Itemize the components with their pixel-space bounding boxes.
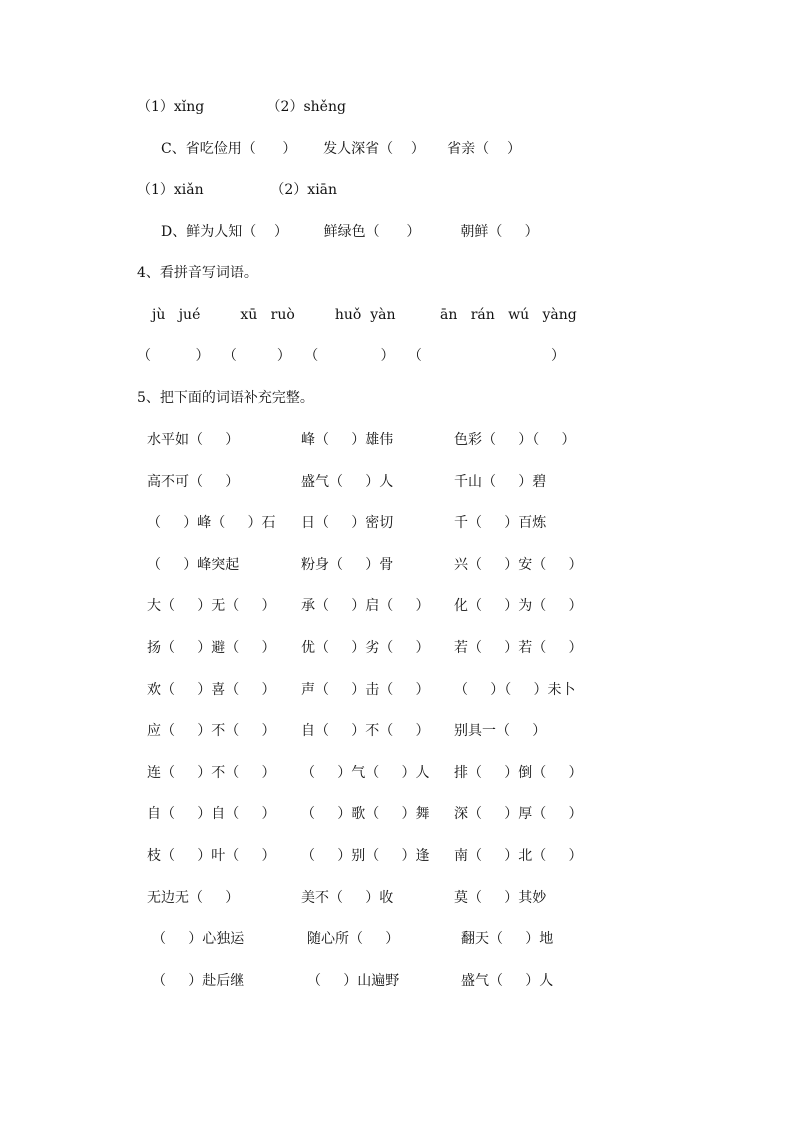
pinyin-xing-sheng: （1）xǐng （2）shěng [137,99,346,115]
grid-cell: 扬（ ）避（ ） [147,640,276,656]
grid-cell: 枝（ ）叶（ ） [147,848,276,864]
grid-cell: （ ）峰（ ）石 [147,515,276,531]
grid-cell: （ ）别（ ）逢 [301,848,430,864]
grid-cell: 承（ ）启（ ） [301,598,430,614]
grid-cell: 日（ ）密切 [301,515,394,531]
grid-cell: 莫（ ）其妙 [454,890,547,906]
grid-cell: 自（ ）不（ ） [301,723,430,739]
grid-cell: 随心所（ ） [307,931,400,947]
grid-cell: 色彩（ ）（ ） [454,432,576,448]
grid-cell: 应（ ）不（ ） [147,723,276,739]
grid-cell: 南（ ）北（ ） [454,848,583,864]
grid-cell: 深（ ）厚（ ） [454,806,583,822]
grid-cell: 千（ ）百炼 [454,515,547,531]
grid-cell: 声（ ）击（ ） [301,682,430,698]
grid-cell: 千山（ ）碧 [454,474,547,490]
grid-cell: 美不（ ）收 [301,890,394,906]
grid-cell: 无边无（ ） [147,890,240,906]
grid-cell: 兴（ ）安（ ） [454,557,583,573]
grid-cell: 高不可（ ） [147,474,240,490]
grid-cell: （ ）气（ ）人 [301,765,430,781]
grid-cell: 别具一（ ） [454,723,547,739]
question-5-title: 5、把下面的词语补充完整。 [137,390,314,406]
question-4-title: 4、看拼音写词语。 [137,265,258,281]
grid-cell: （ ）峰突起 [147,557,240,573]
grid-cell: 化（ ）为（ ） [454,598,583,614]
item-d: D、鲜为人知（ ） 鲜绿色（ ） 朝鲜（ ） [161,224,539,240]
grid-cell: 大（ ）无（ ） [147,598,276,614]
grid-cell: 自（ ）自（ ） [147,806,276,822]
grid-cell: 盛气（ ）人 [461,973,554,989]
grid-cell: 水平如（ ） [147,432,240,448]
grid-cell: 优（ ）劣（ ） [301,640,430,656]
question-4-pinyin: jù jué xū ruò huǒ yàn ān rán wú yàng [152,307,577,323]
grid-cell: （ ）（ ）未卜 [454,682,576,698]
grid-cell: 若（ ）若（ ） [454,640,583,656]
grid-cell: （ ）山遍野 [307,973,400,989]
grid-cell: 峰（ ）雄伟 [301,432,394,448]
grid-cell: 排（ ）倒（ ） [454,765,583,781]
grid-cell: 连（ ）不（ ） [147,765,276,781]
pinyin-xian: （1）xiǎn （2）xiān [137,182,338,198]
grid-cell: （ ）歌（ ）舞 [301,806,430,822]
grid-cell: 盛气（ ）人 [301,474,394,490]
grid-cell: 粉身（ ）骨 [301,557,394,573]
grid-cell: 欢（ ）喜（ ） [147,682,276,698]
grid-cell: （ ）赴后继 [152,973,245,989]
item-c: C、省吃俭用（ ） 发人深省（ ） 省亲（ ） [161,141,521,157]
grid-cell: （ ）心独运 [152,931,245,947]
grid-cell: 翻天（ ）地 [461,931,554,947]
question-4-blanks: （ ） （ ） （ ） （ ） [137,348,565,364]
